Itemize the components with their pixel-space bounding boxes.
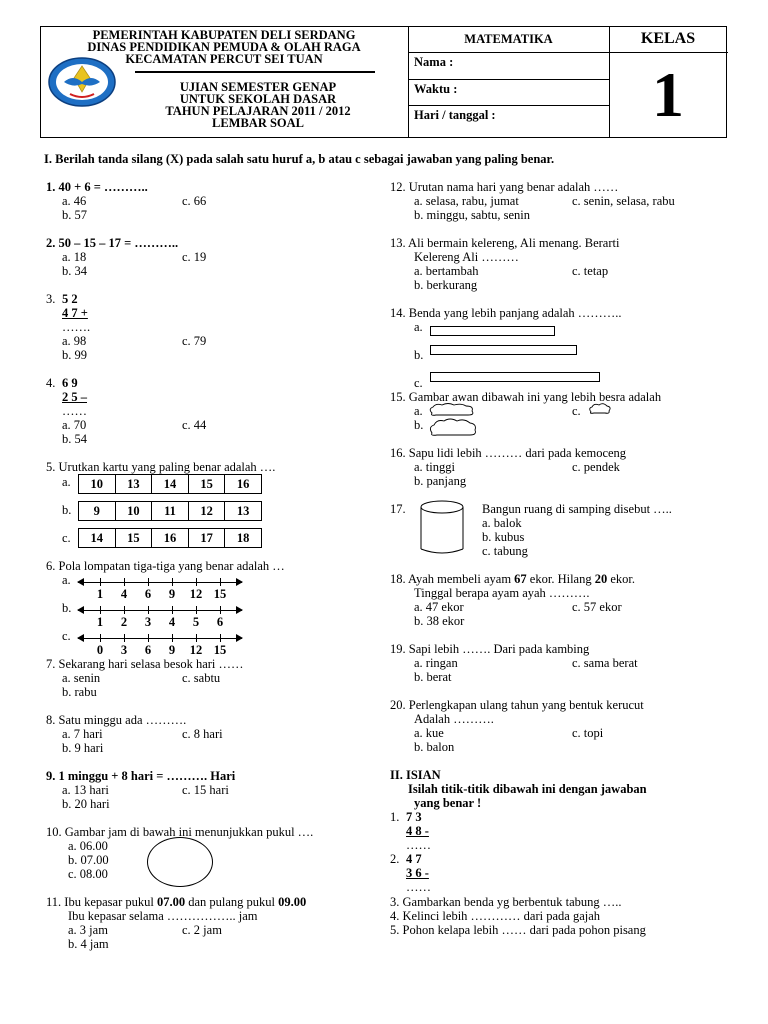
q5-text: 5. Urutkan kartu yang paling benar adalah …. xyxy=(46,460,276,474)
q18-option-c[interactable]: c. 57 ekor xyxy=(572,600,622,614)
q4-dots: …… xyxy=(62,404,87,418)
q20-option-c[interactable]: c. topi xyxy=(572,726,604,740)
isian-2-bottom: 3 6 - xyxy=(406,866,429,880)
cloud-small-icon xyxy=(588,402,612,416)
q3-option-c[interactable]: c. 79 xyxy=(182,334,207,348)
q11-option-a[interactable]: a. 3 jam xyxy=(68,923,108,937)
q19-option-b[interactable]: b. berat xyxy=(414,670,452,684)
card: 15 xyxy=(116,529,153,547)
q19-option-c[interactable]: c. sama berat xyxy=(572,656,638,670)
subject-label: MATEMATIKA xyxy=(464,32,553,46)
q16-option-b[interactable]: b. panjang xyxy=(414,474,467,488)
q12-option-a[interactable]: a. selasa, rabu, jumat xyxy=(414,194,519,208)
exam-line-4: LEMBAR SOAL xyxy=(211,116,305,130)
q14-option-b[interactable]: b. xyxy=(414,348,424,362)
q3-bottom: 4 7 + xyxy=(62,306,88,320)
q7-option-c[interactable]: c. sabtu xyxy=(182,671,221,685)
q11-option-c[interactable]: c. 2 jam xyxy=(182,923,222,937)
q5-cards-a[interactable] xyxy=(78,474,262,494)
q20-text-2: Adalah ………. xyxy=(414,712,494,726)
isian-1-number: 1. xyxy=(390,810,400,824)
q6-numbers-c: 0 3 6 9 12 15 xyxy=(96,643,227,657)
isian-2-number: 2. xyxy=(390,852,400,866)
date-field[interactable]: Hari / tanggal : xyxy=(414,108,496,122)
bar-long xyxy=(430,372,600,382)
q5-option-c[interactable]: c. xyxy=(62,531,71,545)
card: 11 xyxy=(152,502,189,520)
q14-option-c[interactable]: c. xyxy=(414,376,423,390)
q16-text: 16. Sapu lidi lebih ……… dari pada kemoceng xyxy=(390,446,627,460)
q17-option-c[interactable]: c. tabung xyxy=(482,544,528,558)
isian-1-bottom: 4 8 - xyxy=(406,824,429,838)
q6-option-c[interactable]: c. xyxy=(62,629,71,643)
q4-option-c[interactable]: c. 44 xyxy=(182,418,207,432)
q7-option-b[interactable]: b. rabu xyxy=(62,685,97,699)
q19-option-a[interactable]: a. ringan xyxy=(414,656,458,670)
q16-option-a[interactable]: a. tinggi xyxy=(414,460,455,474)
bar-short xyxy=(430,326,555,336)
kelas-value: 1 xyxy=(652,59,684,130)
q8-option-c[interactable]: c. 8 hari xyxy=(182,727,223,741)
q6-option-b[interactable]: b. xyxy=(62,601,72,615)
q10-option-b[interactable]: b. 07.00 xyxy=(68,853,109,867)
bar-medium xyxy=(430,345,577,355)
q6-numbers-b: 1 2 3 4 5 6 xyxy=(96,615,224,629)
clock-icon xyxy=(147,837,213,887)
q7-text: 7. Sekarang hari selasa besok hari …… xyxy=(46,657,244,671)
cloud-medium-icon xyxy=(428,403,476,417)
q1-option-b[interactable]: b. 57 xyxy=(62,208,87,222)
q10-option-a[interactable]: a. 06.00 xyxy=(68,839,108,853)
card: 14 xyxy=(152,475,189,493)
isian-1-top: 7 3 xyxy=(406,810,422,824)
isian-4: 4. Kelinci lebih ………… dari pada gajah xyxy=(390,909,601,923)
q15-option-a[interactable]: a. xyxy=(414,404,423,418)
q1-option-a[interactable]: a. 46 xyxy=(62,194,87,208)
gov-line-3: KECAMATAN PERCUT SEI TUAN xyxy=(125,52,323,66)
kelas-label: KELAS xyxy=(640,30,696,47)
card: 10 xyxy=(79,475,116,493)
q6-number-line-c xyxy=(78,638,242,639)
q3-number: 3. xyxy=(46,292,56,306)
q13-option-c[interactable]: c. tetap xyxy=(572,264,609,278)
q1-option-c[interactable]: c. 66 xyxy=(182,194,207,208)
q12-text: 12. Urutan nama hari yang benar adalah …… xyxy=(390,180,619,194)
q9-option-c[interactable]: c. 15 hari xyxy=(182,783,229,797)
q10-option-c[interactable]: c. 08.00 xyxy=(68,867,108,881)
q6-numbers-a: 1 4 6 9 12 15 xyxy=(96,587,227,601)
q3-top: 5 2 xyxy=(62,292,78,306)
card: 18 xyxy=(236,531,250,545)
q4-option-a[interactable]: a. 70 xyxy=(62,418,87,432)
q6-text: 6. Pola lompatan tiga-tiga yang benar adalah … xyxy=(46,559,285,573)
q4-bottom: 2 5 – xyxy=(62,390,87,404)
q15-option-b[interactable]: b. xyxy=(414,418,424,432)
card: 16 xyxy=(236,477,250,491)
q12-option-c[interactable]: c. senin, selasa, rabu xyxy=(572,194,675,208)
card: 16 xyxy=(152,529,189,547)
q18-option-b[interactable]: b. 38 ekor xyxy=(414,614,465,628)
instruction: I. Berilah tanda silang (X) pada salah satu huruf a, b atau c sebagai jawaban yang paling benar. xyxy=(44,152,555,166)
q17-option-a[interactable]: a. balok xyxy=(482,516,522,530)
cylinder-icon xyxy=(418,499,466,557)
q9-option-a[interactable]: a. 13 hari xyxy=(62,783,109,797)
q5-cards-c[interactable] xyxy=(78,528,262,548)
q3-option-a[interactable]: a. 98 xyxy=(62,334,87,348)
q2-option-a[interactable]: a. 18 xyxy=(62,250,87,264)
q17-option-b[interactable]: b. kubus xyxy=(482,530,525,544)
q1-text: 1. 40 + 6 = ……….. xyxy=(46,180,148,194)
q19-text: 19. Sapi lebih ……. Dari pada kambing xyxy=(390,642,590,656)
card: 13 xyxy=(116,475,153,493)
isian-3: 3. Gambarkan benda yg berbentuk tabung ….. xyxy=(390,895,622,909)
q10-text: 10. Gambar jam di bawah ini menunjukkan pukul …. xyxy=(46,825,314,839)
q14-option-a[interactable]: a. xyxy=(414,320,423,334)
q13-text-2: Kelereng Ali ……… xyxy=(414,250,519,264)
q7-option-a[interactable]: a. senin xyxy=(62,671,101,685)
q13-option-a[interactable]: a. bertambah xyxy=(414,264,479,278)
q20-text: 20. Perlengkapan ulang tahun yang bentuk kerucut xyxy=(390,698,644,712)
q8-text: 8. Satu minggu ada ………. xyxy=(46,713,187,727)
q13-option-b[interactable]: b. berkurang xyxy=(414,278,478,292)
q4-top: 6 9 xyxy=(62,376,78,390)
q8-option-a[interactable]: a. 7 hari xyxy=(62,727,103,741)
q6-number-line-b xyxy=(78,610,242,611)
isian-1-dots[interactable]: …… xyxy=(406,838,431,852)
card: 12 xyxy=(189,502,226,520)
q5-option-a[interactable]: a. xyxy=(62,475,71,489)
card: 15 xyxy=(189,475,226,493)
card: 13 xyxy=(236,504,250,518)
card: 14 xyxy=(79,529,116,547)
q11-text-2: Ibu kepasar selama …………….. jam xyxy=(68,909,258,923)
gov-line-2: DINAS PENDIDIKAN PEMUDA & OLAH RAGA xyxy=(87,40,361,54)
q8-option-b[interactable]: b. 9 hari xyxy=(62,741,104,755)
isian-2-top: 4 7 xyxy=(406,852,422,866)
q11-option-b[interactable]: b. 4 jam xyxy=(68,937,109,951)
q12-option-b[interactable]: b. minggu, sabtu, senin xyxy=(414,208,530,222)
isian-5: 5. Pohon kelapa lebih …… dari pada pohon pisang xyxy=(390,923,646,937)
exam-line-2: UNTUK SEKOLAH DASAR xyxy=(179,92,337,106)
q14-text: 14. Benda yang lebih panjang adalah ……….. xyxy=(390,306,622,320)
card: 9 xyxy=(79,502,116,520)
q6-option-a[interactable]: a. xyxy=(62,573,71,587)
name-field[interactable]: Nama : xyxy=(414,55,454,69)
q6-number-line-a xyxy=(78,582,242,583)
q18-text: 18. Ayah membeli ayam 67 ekor. Hilang 20 ekor. xyxy=(390,572,635,586)
q11-text: 11. Ibu kepasar pukul 07.00 dan pulang pukul 09.00 xyxy=(46,895,307,909)
q3-option-b[interactable]: b. 99 xyxy=(62,348,87,362)
q4-option-b[interactable]: b. 54 xyxy=(62,432,87,446)
card: 10 xyxy=(116,502,153,520)
q5-option-b[interactable]: b. xyxy=(62,503,72,517)
q18-option-a[interactable]: a. 47 ekor xyxy=(414,600,464,614)
q17-text: Bangun ruang di samping disebut ….. xyxy=(482,502,672,516)
exam-line-1: UJIAN SEMESTER GENAP xyxy=(179,80,337,94)
q5-cards-b[interactable] xyxy=(78,501,262,521)
card: 17 xyxy=(189,529,226,547)
q9-option-b[interactable]: b. 20 hari xyxy=(62,797,110,811)
q17-number: 17. xyxy=(390,502,406,516)
q20-option-b[interactable]: b. balon xyxy=(414,740,455,754)
q15-option-c[interactable]: c. xyxy=(572,404,581,418)
q2-text: 2. 50 – 15 – 17 = ……….. xyxy=(46,236,179,250)
isian-instruction-1: Isilah titik-titik dibawah ini dengan jawaban xyxy=(408,782,647,796)
time-field[interactable]: Waktu : xyxy=(414,82,458,96)
q16-option-c[interactable]: c. pendek xyxy=(572,460,620,474)
q4-number: 4. xyxy=(46,376,56,390)
q2-option-c[interactable]: c. 19 xyxy=(182,250,207,264)
isian-2-dots[interactable]: …… xyxy=(406,880,431,894)
q9-text: 9. 1 minggu + 8 hari = ………. Hari xyxy=(46,769,236,783)
q13-text: 13. Ali bermain kelereng, Ali menang. Berarti xyxy=(390,236,620,250)
isian-title: II. ISIAN xyxy=(390,768,441,782)
gov-line-1: PEMERINTAH KABUPATEN DELI SERDANG xyxy=(92,28,356,42)
q2-option-b[interactable]: b. 34 xyxy=(62,264,87,278)
q3-dots: ……. xyxy=(62,320,91,334)
q20-option-a[interactable]: a. kue xyxy=(414,726,444,740)
isian-instruction-2: yang benar ! xyxy=(414,796,482,810)
exam-line-3: TAHUN PELAJARAN 2011 / 2012 xyxy=(165,104,351,118)
q18-text-2: Tinggal berapa ayam ayah ………. xyxy=(414,586,590,600)
cloud-large-icon xyxy=(428,418,478,438)
q15-text: 15. Gambar awan dibawah ini yang lebih besra adalah xyxy=(390,390,662,404)
